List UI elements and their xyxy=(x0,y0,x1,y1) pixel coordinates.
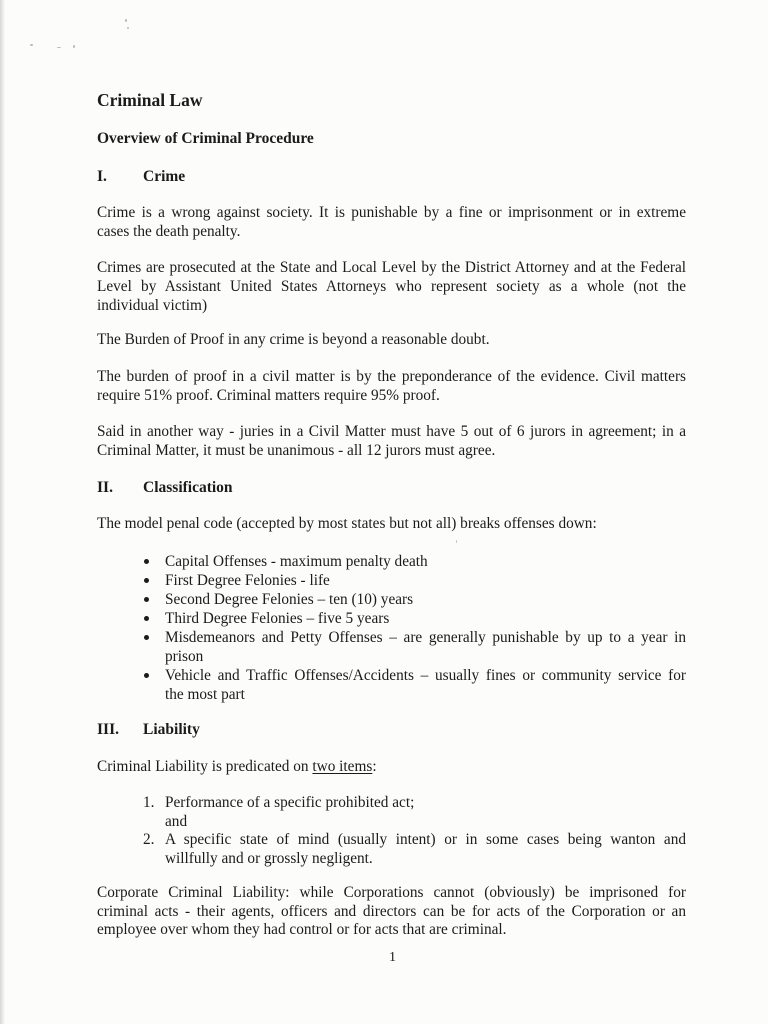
section-title: Classification xyxy=(143,479,233,496)
paragraph-burden-of-proof xyxy=(97,331,686,350)
bullet-icon xyxy=(144,597,149,602)
section-title: Crime xyxy=(143,168,186,185)
paragraph-liability-intro xyxy=(97,758,686,777)
list-item xyxy=(140,628,686,666)
paragraph-line xyxy=(97,758,686,777)
scan-speck xyxy=(73,45,75,48)
list-item-line: and xyxy=(165,812,188,830)
paragraph-jurors xyxy=(97,423,686,461)
offense-bullet-list xyxy=(140,552,686,704)
underlined-phrase: two items xyxy=(312,758,373,775)
paragraph-corporate-liability xyxy=(97,884,686,940)
bullet-icon xyxy=(144,616,149,621)
section-numeral: II. xyxy=(97,479,113,496)
paragraph-civil-burden xyxy=(97,368,686,406)
paragraph-line: Criminal Matter, it must be unanimous - all 12 jurors must agree. xyxy=(97,441,496,459)
paragraph-line: Level by Assistant United States Attorneys who represent society as a whole (not the xyxy=(97,277,686,295)
list-item-line: Vehicle and Traffic Offenses/Accidents – usually fines or community service for xyxy=(165,667,686,684)
list-item xyxy=(140,552,686,571)
liability-numbered-list xyxy=(140,794,686,868)
list-item xyxy=(140,609,686,628)
paragraph-prosecution xyxy=(97,259,686,315)
document-title: Criminal Law xyxy=(97,90,203,110)
page-number: 1 xyxy=(389,950,396,965)
list-number: 2. xyxy=(143,831,155,849)
section-numeral: I. xyxy=(97,168,107,185)
paragraph-line: Corporate Criminal Liability: while Corporations cannot (obviously) be imprisoned for xyxy=(97,884,686,901)
list-item xyxy=(140,831,686,868)
list-item-line: the most part xyxy=(165,686,245,703)
paragraph-line: employee over whom they had control or for acts that are criminal. xyxy=(97,921,507,939)
paragraph-line: The burden of proof in a civil matter is by the preponderance of the evidence. Civil matters xyxy=(97,368,686,385)
bullet-icon xyxy=(144,559,149,564)
bullet-icon xyxy=(144,673,149,678)
list-item xyxy=(140,666,686,704)
document-subtitle: Overview of Criminal Procedure xyxy=(97,130,314,147)
scan-speck xyxy=(30,44,33,46)
section-heading-classification xyxy=(97,478,686,498)
intro-text: Criminal Liability is predicated on xyxy=(97,758,313,775)
paragraph-model-penal-code xyxy=(97,515,686,534)
paragraph-line: individual victim) xyxy=(97,296,208,314)
scan-speck xyxy=(125,19,127,22)
paragraph-line: criminal acts - their agents, officers and directors can be for acts of the Corporation or an xyxy=(97,902,686,920)
paragraph-line: require 51% proof. Criminal matters require 95% proof. xyxy=(97,386,440,404)
intro-punctuation: : xyxy=(372,758,377,775)
section-heading-crime xyxy=(97,167,686,187)
scan-speck xyxy=(127,27,129,29)
paragraph-line: Crime is a wrong against society. It is punishable by a fine or imprisonment or in extreme xyxy=(97,204,686,221)
paragraph-line: The model penal code (accepted by most states but not all) breaks offenses down: xyxy=(97,515,597,532)
list-item-line: Third Degree Felonies – five 5 years xyxy=(165,610,390,627)
scan-edge-shadow xyxy=(0,0,5,1024)
list-item-line: Capital Offenses - maximum penalty death xyxy=(165,553,428,570)
bullet-icon xyxy=(144,635,149,640)
list-item-line: willfully and or grossly negligent. xyxy=(165,849,373,867)
scan-speck xyxy=(57,47,61,48)
list-item xyxy=(140,794,686,831)
section-numeral: III. xyxy=(97,721,119,738)
paragraph-crime-definition xyxy=(97,204,686,242)
bullet-icon xyxy=(144,578,149,583)
list-item-line: Performance of a specific prohibited act; xyxy=(165,794,415,811)
paragraph-line: The Burden of Proof in any crime is beyond a reasonable doubt. xyxy=(97,331,490,348)
section-heading-liability xyxy=(97,720,686,740)
list-item xyxy=(140,590,686,609)
list-item-line: Second Degree Felonies – ten (10) years xyxy=(165,591,414,608)
section-title: Liability xyxy=(143,721,200,738)
list-item xyxy=(140,571,686,590)
paragraph-line: Crimes are prosecuted at the State and Local Level by the District Attorney and at the Federal xyxy=(97,259,686,276)
list-item-line: A specific state of mind (usually intent) or in some cases being wanton and xyxy=(165,831,686,849)
paragraph-line: Said in another way - juries in a Civil Matter must have 5 out of 6 jurors in agreement; in a xyxy=(97,423,686,440)
paragraph-line: cases the death penalty. xyxy=(97,222,241,240)
list-number: 1. xyxy=(143,794,155,811)
list-item-line: prison xyxy=(165,648,204,665)
scan-speck xyxy=(456,540,457,543)
list-item-line: First Degree Felonies - life xyxy=(165,572,330,589)
list-item-line: Misdemeanors and Petty Offenses – are generally punishable by up to a year in xyxy=(165,629,686,646)
